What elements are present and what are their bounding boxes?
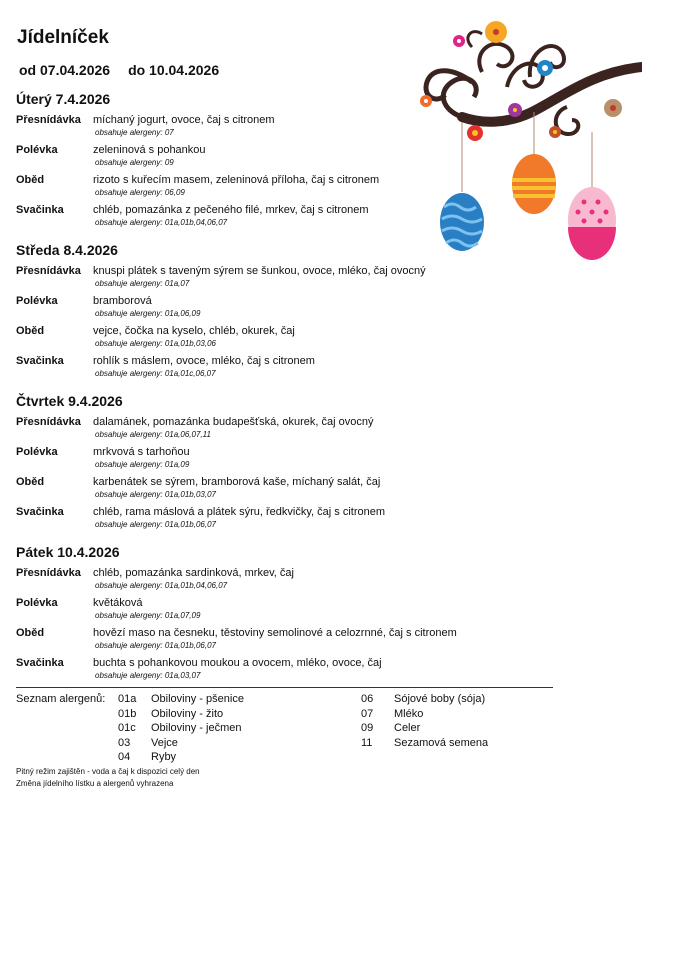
allergen-name: Vejce	[151, 736, 178, 749]
meal-dish: rohlík s máslem, ovoce, mléko, čaj s citronem	[93, 355, 315, 367]
meal-label: Oběd	[16, 476, 45, 488]
meal-dish: vejce, čočka na kyselo, chléb, okurek, čaj	[93, 325, 295, 337]
allergen-code: 03	[118, 736, 131, 749]
meal-body	[93, 445, 536, 475]
meal-allergens: obsahuje alergeny: 07	[95, 128, 174, 137]
meal-body	[93, 324, 536, 354]
meal-allergens: obsahuje alergeny: 01a,01b,06,07	[95, 520, 216, 529]
egg-orange	[512, 154, 556, 214]
allergen-name: Sójové boby (sója)	[394, 693, 486, 705]
day-title: Pátek 10.4.2026	[16, 544, 120, 560]
day-title: Středa 8.4.2026	[16, 242, 118, 258]
meal-allergens: obsahuje alergeny: 01a,01b,03,07	[95, 490, 216, 499]
meal-body	[93, 264, 536, 294]
meal-dish: rizoto s kuřecím masem, zeleninová příloha, čaj s citronem	[93, 174, 380, 186]
meal-body	[93, 566, 536, 596]
meal-allergens: obsahuje alergeny: 01a,01c,06,07	[95, 369, 216, 378]
day-section	[16, 242, 536, 384]
meal-dish: dalamánek, pomazánka budapešťská, okurek, čaj ovocný	[93, 416, 374, 428]
meal-allergens: obsahuje alergeny: 01a,06,09	[95, 309, 201, 318]
allergen-name: Ryby	[151, 751, 177, 763]
meal-body	[93, 475, 536, 505]
meal-allergens: obsahuje alergeny: 01a,01b,04,06,07	[95, 218, 228, 227]
allergen-name: Obiloviny - ječmen	[151, 722, 242, 734]
egg-pink	[568, 187, 616, 260]
day-section	[16, 393, 536, 535]
meal-row	[16, 596, 536, 626]
day-title: Úterý 7.4.2026	[16, 91, 111, 107]
meal-row	[16, 656, 536, 686]
meal-allergens: obsahuje alergeny: 01a,06,07,11	[95, 430, 211, 439]
date-from: od 07.04.2026	[19, 62, 111, 78]
meal-row	[16, 566, 536, 596]
meal-dish: chléb, pomazánka sardinková, mrkev, čaj	[93, 567, 294, 579]
meal-row	[16, 626, 536, 656]
meal-label: Oběd	[16, 627, 45, 639]
meal-allergens: obsahuje alergeny: 09	[95, 158, 174, 167]
meal-dish: knuspi plátek s taveným sýrem se šunkou, ovoce, mléko, čaj ovocný	[93, 265, 426, 277]
allergen-code: 07	[361, 707, 374, 720]
date-to: do 10.04.2026	[128, 62, 220, 78]
meal-allergens: obsahuje alergeny: 06,09	[95, 188, 185, 197]
date-range	[19, 62, 219, 78]
meal-body	[93, 656, 536, 686]
meal-label: Přesnídávka	[16, 265, 81, 277]
notes	[16, 766, 200, 790]
meal-dish: zeleninová s pohankou	[93, 144, 206, 156]
divider	[16, 687, 553, 688]
meal-allergens: obsahuje alergeny: 01a,01b,03,06	[95, 339, 216, 348]
meal-body	[93, 505, 536, 535]
meal-label: Polévka	[16, 144, 58, 156]
meal-row	[16, 475, 536, 505]
meal-label: Polévka	[16, 295, 58, 307]
meal-dish: buchta s pohankovou moukou a ovocem, mléko, ovoce, čaj	[93, 657, 382, 669]
allergen-name: Celer	[394, 722, 421, 734]
meal-body	[93, 354, 536, 384]
allergen-code: 06	[361, 693, 374, 705]
meal-dish: bramborová	[93, 295, 152, 307]
meal-label: Polévka	[16, 597, 58, 609]
meal-label: Svačinka	[16, 657, 64, 669]
meal-dish: karbenátek se sýrem, bramborová kaše, míchaný salát, čaj	[93, 476, 381, 488]
meal-body	[93, 596, 536, 626]
meal-allergens: obsahuje alergeny: 01a,07,09	[95, 611, 201, 620]
meal-dish: míchaný jogurt, ovoce, čaj s citronem	[93, 114, 275, 126]
day-section	[16, 544, 536, 686]
meal-label: Přesnídávka	[16, 416, 81, 428]
meal-row	[16, 445, 536, 475]
meal-body	[93, 415, 536, 445]
allergen-code: 11	[361, 736, 373, 749]
meal-allergens: obsahuje alergeny: 01a,01b,04,06,07	[95, 581, 228, 590]
meal-row	[16, 264, 536, 294]
allergen-code: 09	[361, 722, 374, 734]
allergen-code: 01c	[118, 722, 136, 734]
meal-dish: chléb, rama máslová a plátek sýru, ředkvičky, čaj s citronem	[93, 506, 386, 518]
note-change: Změna jídelního lístku a alergenů vyhrazena	[16, 779, 174, 788]
allergen-name: Sezamová semena	[394, 736, 489, 749]
meal-row	[16, 354, 536, 384]
meal-allergens: obsahuje alergeny: 01a,03,07	[95, 671, 201, 680]
allergen-code: 04	[118, 751, 131, 763]
easter-eggs-branch-icon	[412, 12, 642, 262]
meal-label: Přesnídávka	[16, 114, 81, 126]
meal-allergens: obsahuje alergeny: 01a,09	[95, 460, 190, 469]
meal-allergens: obsahuje alergeny: 01a,07	[95, 279, 190, 288]
meal-row	[16, 505, 536, 535]
meal-row	[16, 324, 536, 354]
meal-dish: mrkvová s tarhoňou	[93, 446, 190, 458]
allergen-name: Mléko	[394, 707, 424, 720]
page-title: Jídelníček	[17, 27, 109, 48]
note-drinking: Pitný režim zajištěn - voda a čaj k dispozici celý den	[16, 767, 200, 776]
allergen-code: 01b	[118, 707, 137, 720]
allergen-name: Obiloviny - pšenice	[151, 693, 244, 705]
meal-row	[16, 415, 536, 445]
meal-label: Polévka	[16, 446, 58, 458]
meal-dish: květáková	[93, 597, 143, 609]
meal-label: Svačinka	[16, 355, 64, 367]
meal-label: Přesnídávka	[16, 567, 81, 579]
allergen-code: 01a	[118, 693, 137, 705]
meal-body	[93, 626, 536, 656]
meal-label: Oběd	[16, 325, 45, 337]
meal-allergens: obsahuje alergeny: 01a,01b,06,07	[95, 641, 216, 650]
day-title: Čtvrtek 9.4.2026	[16, 393, 123, 409]
allergen-list-label: Seznam alergenů:	[16, 693, 106, 705]
egg-blue	[440, 193, 484, 251]
meal-row	[16, 294, 536, 324]
meal-body	[93, 294, 536, 324]
meal-label: Svačinka	[16, 204, 64, 216]
meal-label: Oběd	[16, 174, 45, 186]
meal-dish: hovězí maso na česneku, těstoviny semolinové a celozrnné, čaj s citronem	[93, 627, 457, 639]
meal-dish: chléb, pomazánka z pečeného filé, mrkev, čaj s citronem	[93, 204, 369, 216]
meal-label: Svačinka	[16, 506, 64, 518]
allergen-name: Obiloviny - žito	[151, 707, 224, 720]
